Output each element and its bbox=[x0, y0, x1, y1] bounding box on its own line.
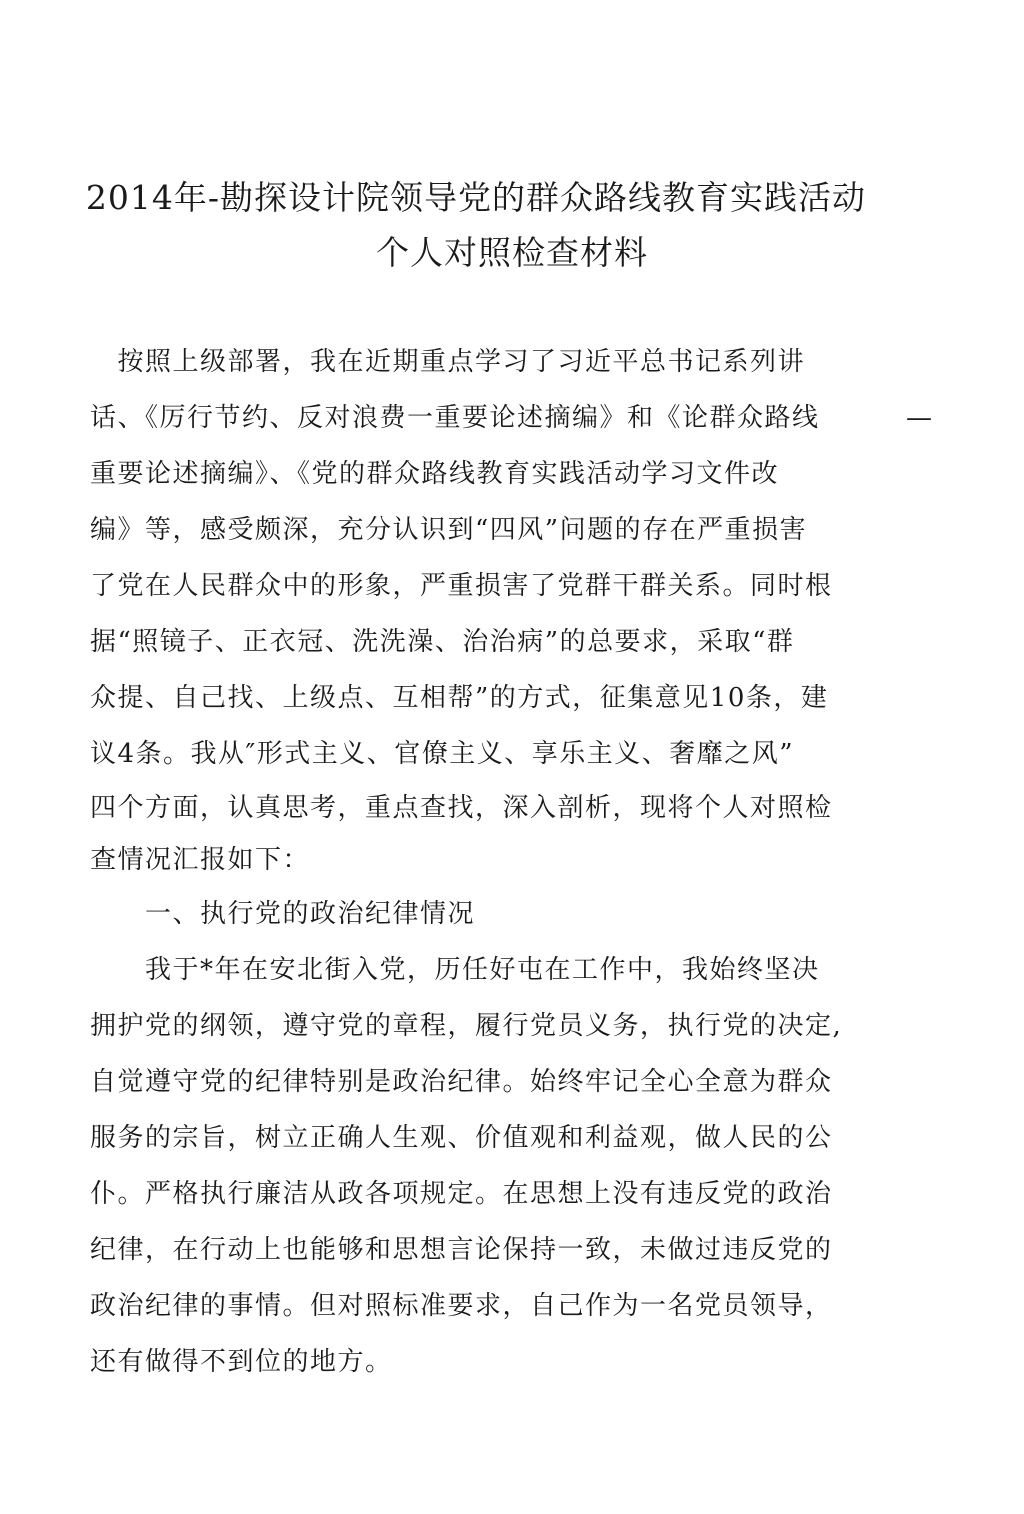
body-line: 还有做得不到位的地方。 bbox=[90, 1347, 393, 1377]
body-line: 众提、自己找、上级点、互相帮”的方式，征集意见10条，建 bbox=[90, 683, 829, 713]
body-line: 纪律，在行动上也能够和思想言论保持一致，未做过违反党的 bbox=[90, 1235, 833, 1265]
body-line: 了党在人民群众中的形象，严重损害了党群干群关系。同时根 bbox=[90, 571, 833, 601]
body-line: 我于*年在安北街入党，历任好屯在工作中，我始终坚决 bbox=[90, 955, 820, 985]
body-line: 按照上级部署，我在近期重点学习了习近平总书记系列讲 bbox=[90, 347, 806, 377]
body-line: 仆。严格执行廉洁从政各项规定。在思想上没有违反党的政治 bbox=[90, 1179, 833, 1209]
body-line: 查情况汇报如下： bbox=[90, 845, 311, 875]
body-line: 据“照镜子、正衣冠、洗洗澡、治治病”的总要求，采取“群 bbox=[90, 627, 795, 657]
body-line: 政治纪律的事情。但对照标准要求，自己作为一名党员领导， bbox=[90, 1291, 833, 1321]
body-line: 编》等，感受颇深，充分认识到“四风”问题的存在严重损害 bbox=[90, 515, 808, 545]
document-title-line-2: 个人对照检查材料 bbox=[376, 233, 648, 272]
body-line: 自觉遵守党的纪律特别是政治纪律。始终牢记全心全意为群众 bbox=[90, 1067, 833, 1097]
body-line: 四个方面，认真思考，重点查找，深入剖析，现将个人对照检 bbox=[90, 793, 833, 823]
section-heading: 一、执行党的政治纪律情况 bbox=[90, 899, 476, 929]
body-line: 重要论述摘编》、《党的群众路线教育实践活动学习文件改 bbox=[90, 459, 780, 489]
body-line: 话、《厉行节约、反对浪费一重要论述摘编》和《论群众路线 bbox=[90, 403, 820, 433]
body-line: 服务的宗旨，树立正确人生观、价值观和利益观，做人民的公 bbox=[90, 1123, 833, 1153]
margin-dash-mark: — bbox=[906, 403, 932, 433]
body-line: 议4条。我从″形式主义、官僚主义、享乐主义、奢靡之风” bbox=[90, 739, 795, 769]
body-line: 拥护党的纲领，遵守党的章程，履行党员义务，执行党的决定, bbox=[90, 1011, 843, 1041]
document-title-line-1: 2014年-勘探设计院领导党的群众路线教育实践活动 bbox=[85, 178, 867, 217]
